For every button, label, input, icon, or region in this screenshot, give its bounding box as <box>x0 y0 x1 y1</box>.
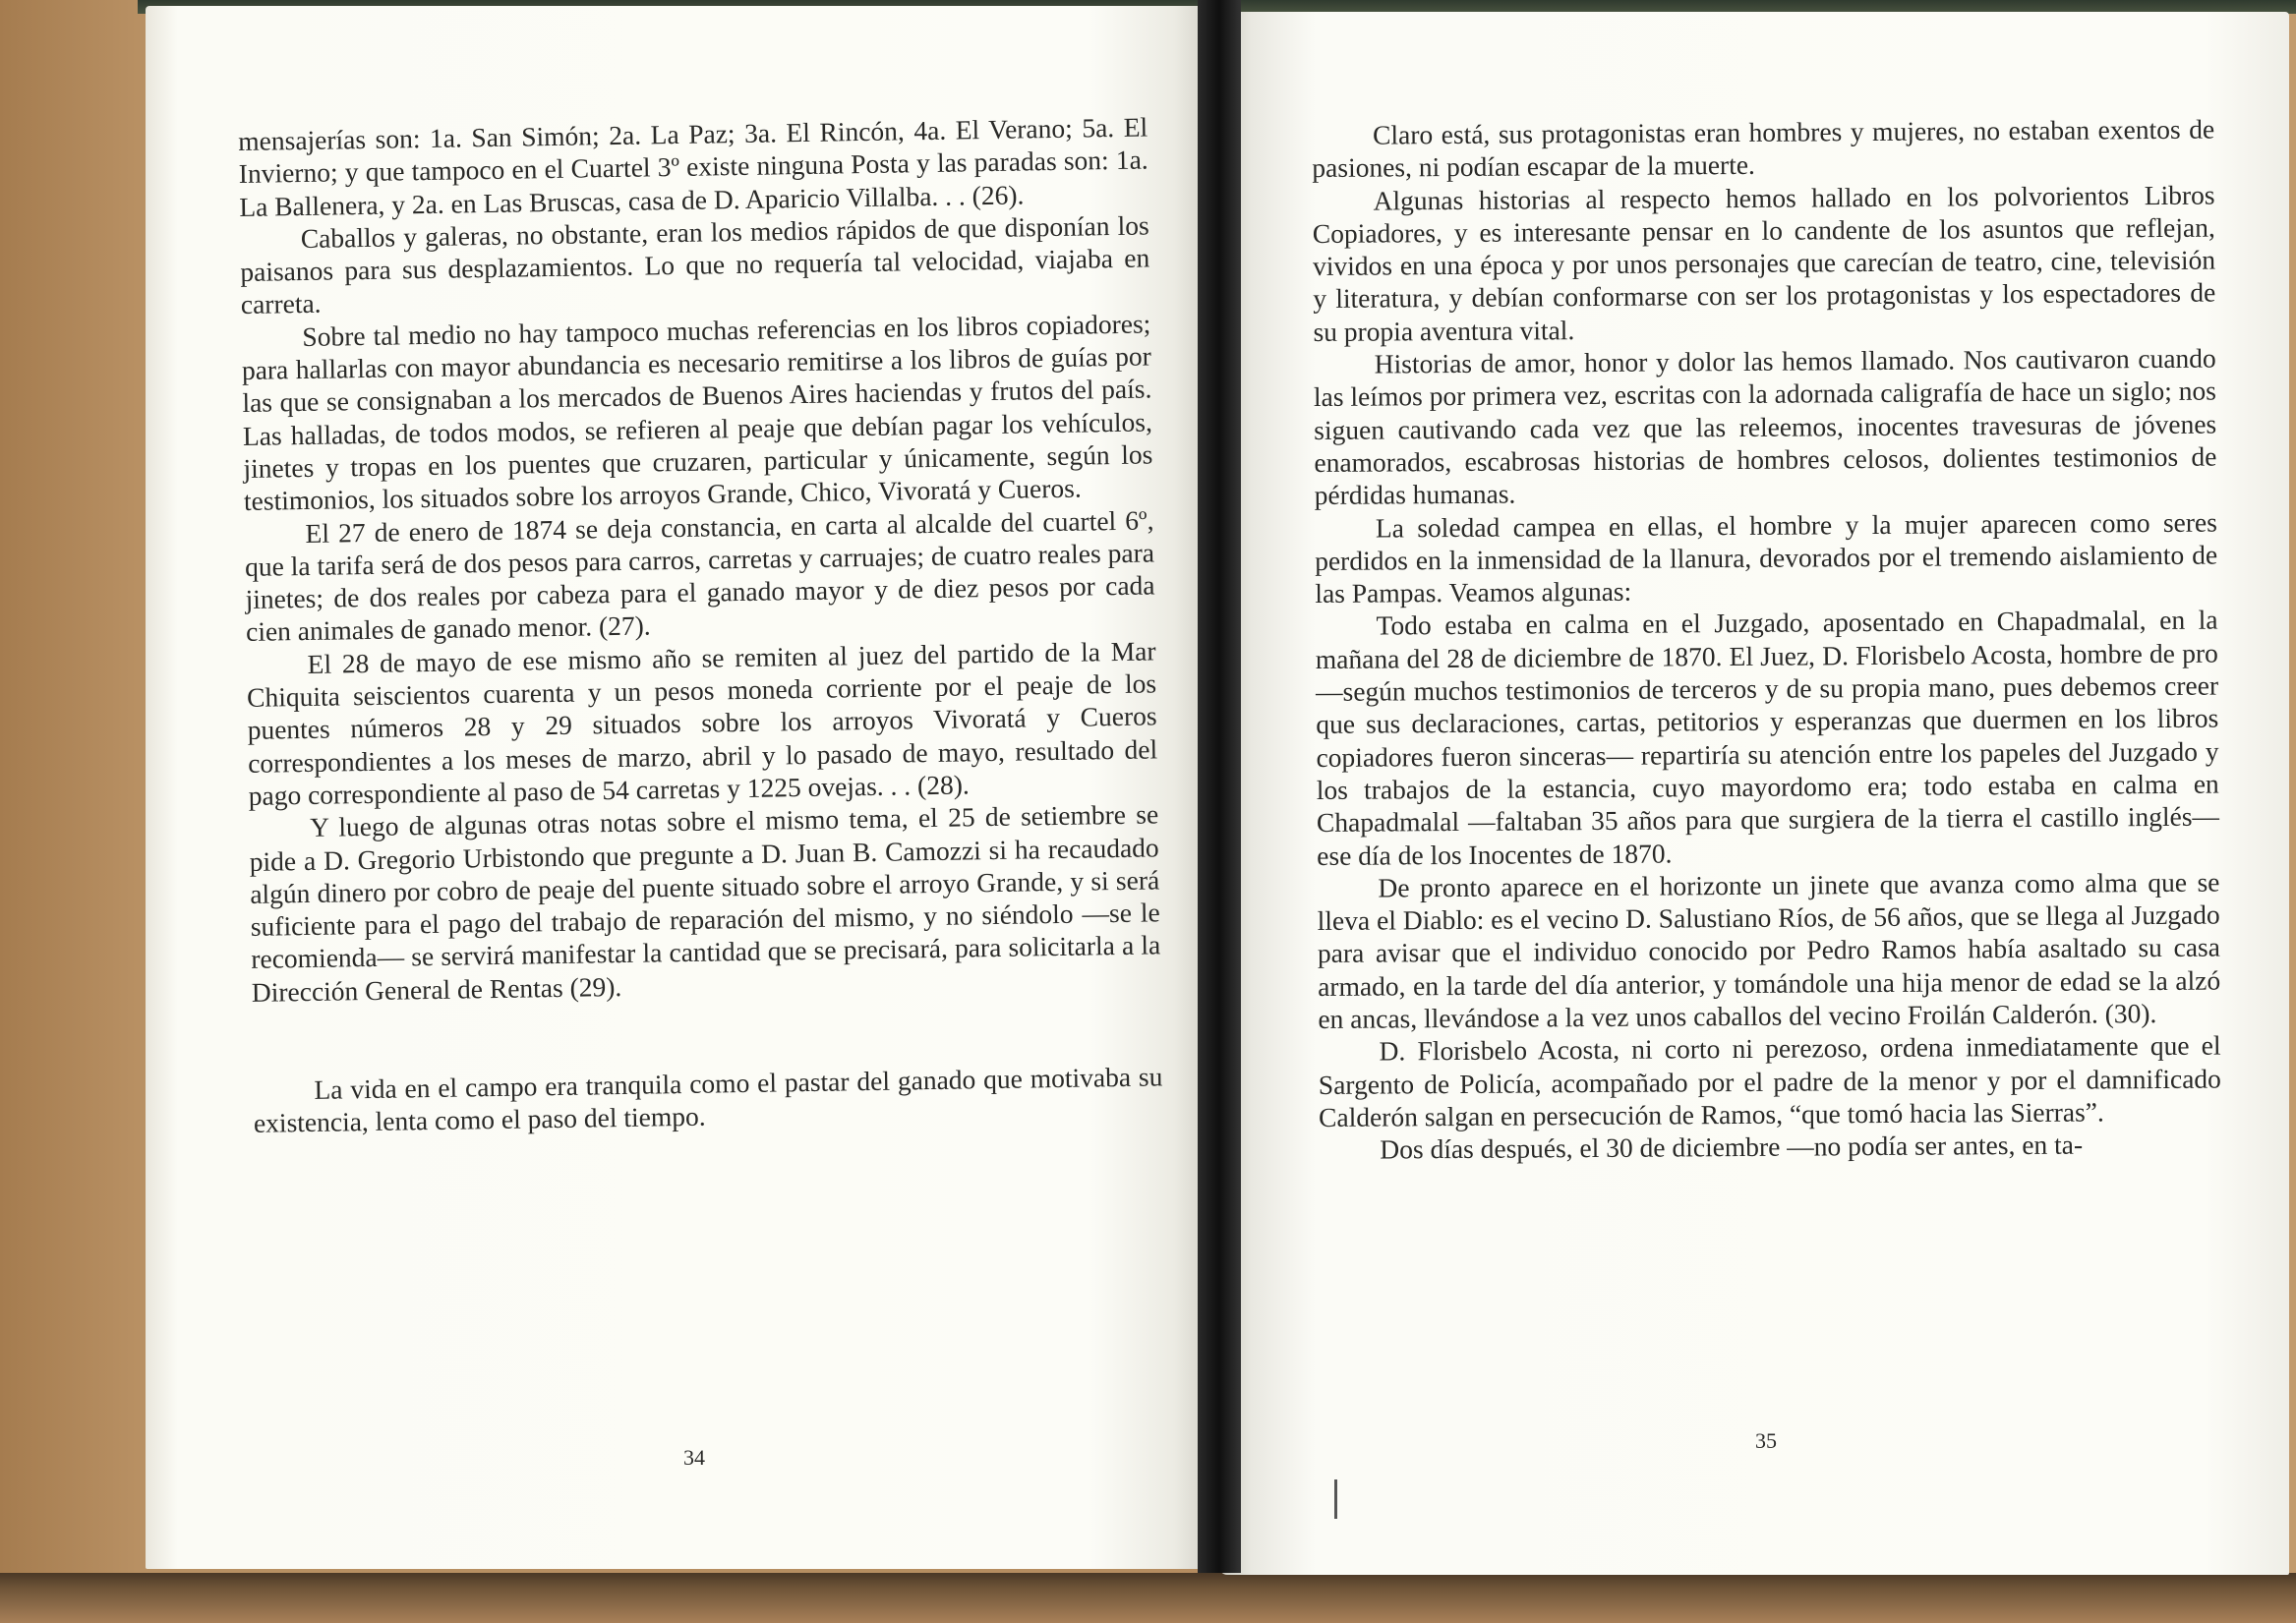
right-paragraph-4: La soledad campea en ellas, el hombre y la mujer aparecen como seres perdidos en la inmensidad de la llanura, devorados por el tremendo aislamiento de las Pampas. Veamos algunas: <box>1315 506 2218 609</box>
book-spine <box>1198 0 1241 1573</box>
right-paragraph-6: De pronto aparece en el horizonte un jinete que avanza como alma que se lleva el Diablo: es el vecino D. Salustiano Ríos, de 56 años, que se llega al Juzgado para avisar que el individuo conocido por Pedro Ramos había asaltado su casa armado, en la tarde del día anterior, y tomándole una hija menor de edad se la alzó en ancas, llevándose a la vez unos caballos del vecino Froilán Calderón. (30). <box>1317 866 2221 1034</box>
left-paragraph-2: Caballos y galeras, no obstante, eran los medios rápidos de que disponían los paisanos para sus desplazamientos. Lo que no requería tal velocidad, viajaba en carreta. <box>240 209 1150 320</box>
left-paragraph-3: Sobre tal medio no hay tampoco muchas referencias en los libros copiadores; para hallarlas con mayor abundancia es necesario remitirse a los libros de guías por las que se consignaban a los mercados de Buenos Aires haciendas y frutos del país. Las halladas, de todos modos, se refieren al peaje que debían pagar los vehículos, jinetes y tropas en los puentes que cruzaren, particular y únicamente, según los testimonios, los situados sobre los arroyos Grande, Chico, Vivoratá y Cueros. <box>241 308 1153 517</box>
left-paragraph-1: mensajerías son: 1a. San Simón; 2a. La Paz; 3a. El Rincón, 4a. El Verano; 5a. El Invierno; y que tampoco en el Cuartel 3º existe ninguna Posta y las paradas son: 1a. La Ballenera, y 2a. en Las Bruscas, casa de D. Aparicio Villalba. . . (26). <box>238 111 1148 222</box>
left-paragraph-4: El 27 de enero de 1874 se deja constancia, en carta al alcalde del cuartel 6º, que la tarifa será de dos pesos para carros, carretas y carruajes; de cuatro reales para jinetes; de dos reales por cabeza para el ganado mayor y de diez pesos por cada cien animales de ganado menor. (27). <box>244 503 1155 648</box>
page-number-right: 35 <box>1755 1428 1777 1453</box>
right-paragraph-1: Claro está, sus protagonistas eran hombres y mujeres, no estaban exentos de pasiones, ni podían escapar de la muerte. <box>1312 113 2215 184</box>
page-number-left: 34 <box>683 1445 705 1470</box>
right-page-text <box>1312 113 2221 1167</box>
left-paragraph-7: La vida en el campo era tranquila como el pastar del ganado que motivaba su existencia, lenta como el paso del tiempo. <box>253 1061 1163 1139</box>
left-page-text <box>238 110 1163 1139</box>
left-paragraph-6: Y luego de algunas otras notas sobre el mismo tema, el 25 de setiembre se pide a D. Gregorio Urbistondo que pregunte a D. Juan B. Camozzi si ha recaudado algún dinero por cobro de peaje del puente situado sobre el arroyo Grande, y si será suficiente para el pago del trabajo de reparación del mismo, y no siéndolo —se le recomienda— se servirá manifestar la cantidad que se precisará, para solicitarla a la Dirección General de Rentas (29). <box>249 798 1161 1008</box>
right-paragraph-7: D. Florisbelo Acosta, ni corto ni perezoso, ordena inmediatamente que el Sargento de Policía, acompañado por el padre de la menor y por el damnificado Calderón salgan en persecución de Ramos, “que tomó hacia las Sierras”. <box>1318 1029 2221 1132</box>
right-paragraph-5: Todo estaba en calma en el Juzgado, aposentado en Chapadmalal, en la mañana del 28 de diciembre de 1870. El Juez, D. Florisbelo Acosta, hombre de pro —según muchos testimonios de terceros y de su propia mano, pues debemos creer que sus declaraciones, cartas, petitorios y esperanzas que duermen en los libros copiadores fueron sinceras— repartiría su atención entre los papeles del Juzgado y los trabajos de la estancia, cuyo mayordomo era; todo estaba en calma en Chapadmalal —faltaban 35 años para que surgiera de la tierra el castillo inglés— ese día de los Inocentes de 1870. <box>1315 605 2220 871</box>
right-paragraph-2: Algunas historias al respecto hemos hallado en los polvorientos Libros Copiadores, y es interesante pensar en lo candente de los asuntos que reflejan, vividos en una época y por unos personajes que carecían de teatro, cine, televisión y literatura, y debían conformarse con ser los protagonistas y los espectadores de su propia aventura vital. <box>1312 179 2216 347</box>
left-paragraph-5: El 28 de mayo de ese mismo año se remiten al juez del partido de la Mar Chiquita seiscientos cuarenta y un pesos moneda corriente por el peaje de los puentes números 28 y 29 situados sobre los arroyos Vivoratá y Cueros correspondientes a los meses de marzo, abril y lo pasado de mayo, resultado del pago correspondiente al paso de 54 carretas y 1225 ovejas. . . (28). <box>246 635 1158 811</box>
right-paragraph-3: Historias de amor, honor y dolor las hemos llamado. Nos cautivaron cuando las leímos por primera vez, escritas con la adornada caligrafía de hace un siglo; nos siguen cautivando cada vez que las releemos, inocentes travesuras de jóvenes enamorados, escabrosas historias de hombres celosos, dolientes testimonios de pérdidas humanas. <box>1313 342 2217 511</box>
right-paragraph-8: Dos días después, el 30 de diciembre —no podía ser antes, en ta- <box>1380 1129 2084 1165</box>
board-bottom-edge <box>0 1573 2296 1623</box>
pencil-mark <box>1334 1479 1337 1519</box>
